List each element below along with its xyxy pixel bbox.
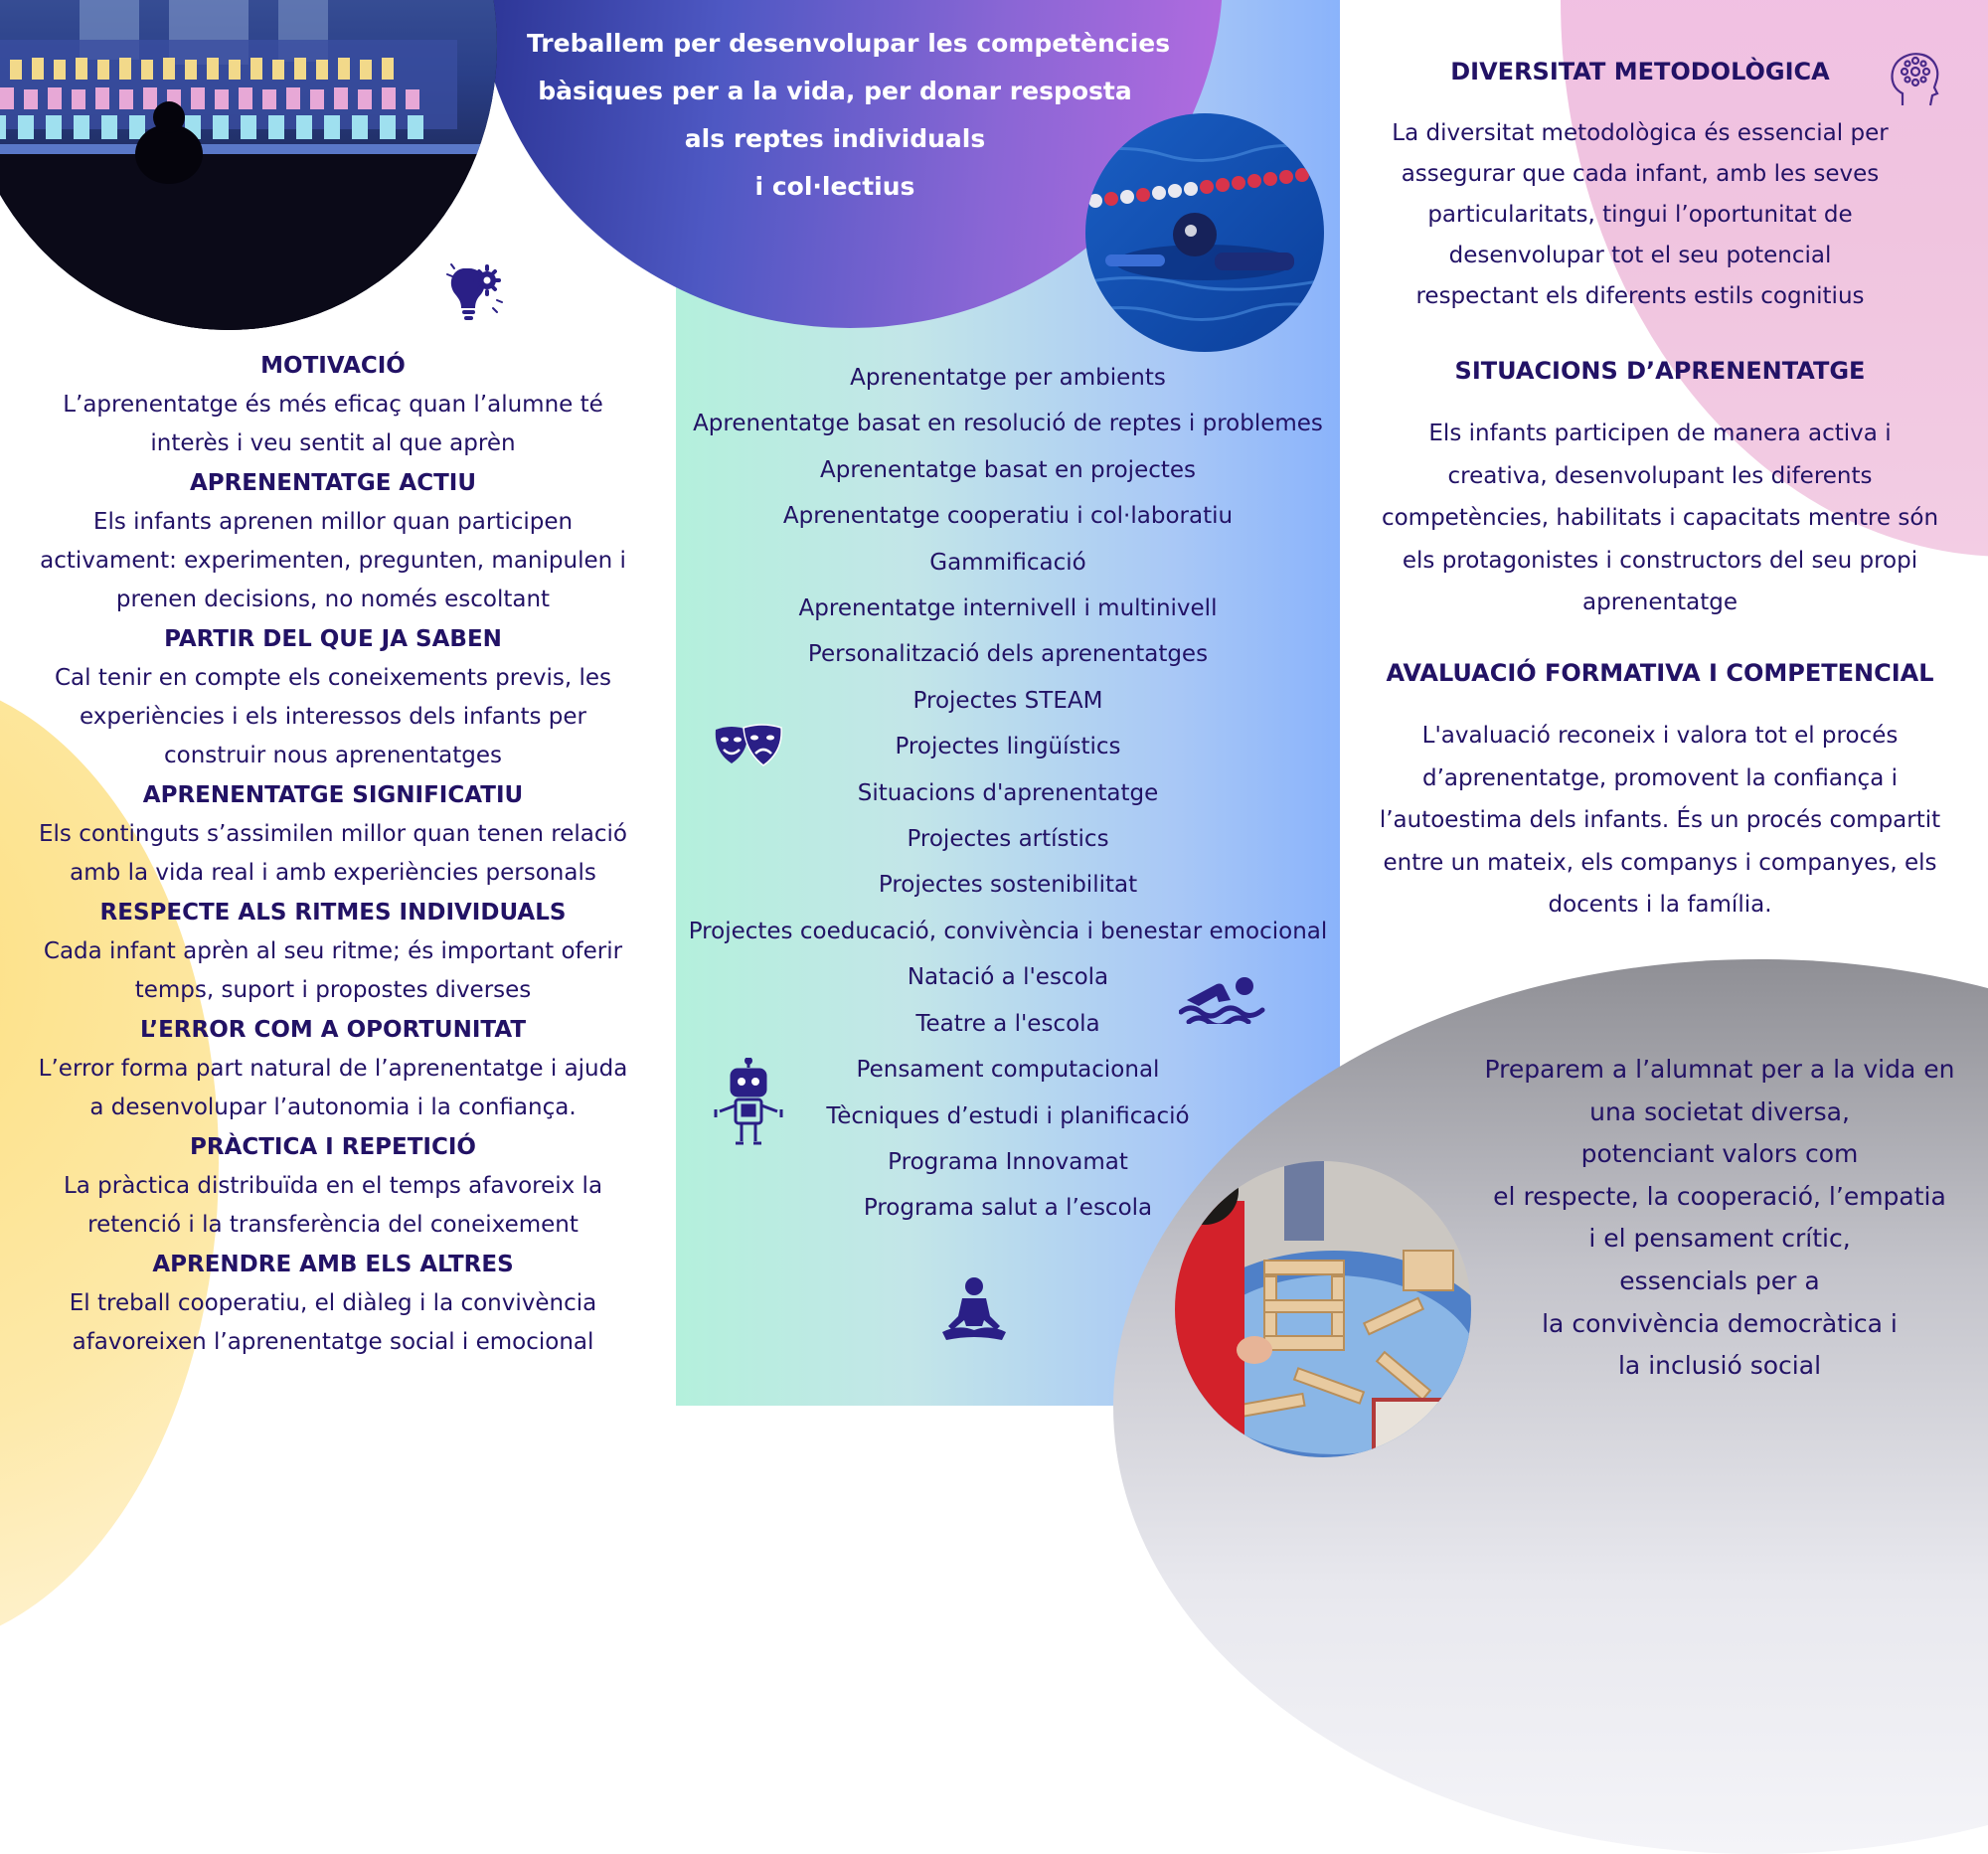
section-title: RESPECTE ALS RITMES INDIVIDUALS	[99, 900, 567, 926]
avaluacio-section	[1362, 653, 1958, 927]
banner-line: Treballem per desenvolupar les competències	[527, 29, 1171, 58]
closing-line: la convivència democràtica i	[1542, 1308, 1898, 1338]
list-item: Projectes lingüístics	[895, 734, 1121, 760]
list-item: Projectes coeducació, convivència i benestar emocional	[688, 918, 1328, 944]
list-item: Teatre a l'escola	[915, 1010, 1100, 1037]
section-title: APRENENTATGE ACTIU	[189, 470, 477, 496]
section-line: La pràctica distribuïda en el temps afavoreix la	[63, 1173, 603, 1199]
section-line: assegurar que cada infant, amb les seves	[1401, 161, 1880, 187]
section-title: APRENENTATGE SIGNIFICATIU	[142, 782, 524, 808]
list-item: Aprenentatge basat en projectes	[819, 456, 1197, 483]
section-line: Els infants participen de manera activa i	[1428, 421, 1892, 446]
section-title: SITUACIONS D’APRENENTATGE	[1454, 357, 1866, 385]
section-title: PARTIR DEL QUE JA SABEN	[164, 626, 502, 652]
closing-line: una societat diversa,	[1589, 1096, 1850, 1126]
section-line: respectant els diferents estils cognitius	[1415, 283, 1865, 309]
list-item: Aprenentatge internivell i multinivell	[798, 595, 1218, 622]
list-item: Personalització dels aprenentatges	[807, 641, 1209, 668]
top-banner-text	[527, 20, 1171, 211]
banner-line: i col·lectius	[754, 172, 915, 201]
closing-line: la inclusió social	[1617, 1351, 1822, 1381]
section-line: El treball cooperatiu, el diàleg i la convivència	[69, 1290, 597, 1316]
closing-statement	[1471, 1049, 1968, 1388]
section-line: particularitats, tingui l’oportunitat de	[1427, 202, 1853, 228]
list-item: Programa Innovamat	[888, 1148, 1128, 1175]
section-line: docents i la família.	[1548, 892, 1772, 918]
list-item: Tècniques d’estudi i planificació	[826, 1102, 1190, 1129]
section-line: d’aprenentatge, promovent la confiança i	[1422, 764, 1898, 791]
section-title: L’ERROR COM A OPORTUNITAT	[139, 1017, 527, 1043]
section-title: APRENDRE AMB ELS ALTRES	[152, 1252, 514, 1277]
list-item: Aprenentatge cooperatiu i col·laboratiu	[782, 503, 1234, 530]
list-item: Aprenentatge per ambients	[850, 365, 1166, 391]
section-line: desenvolupar tot el seu potencial	[1448, 243, 1832, 268]
section-line: prenen decisions, no només escoltant	[115, 587, 551, 612]
closing-line: el respecte, la cooperació, l’empatia	[1493, 1181, 1946, 1211]
section-title: MOTIVACIÓ	[260, 353, 406, 379]
section-line: Els continguts s’assimilen millor quan tenen relació	[38, 821, 627, 847]
list-item: Situacions d'aprenentatge	[857, 779, 1159, 806]
section-title: PRÀCTICA I REPETICIÓ	[190, 1134, 476, 1160]
section-line: temps, suport i propostes diverses	[134, 977, 532, 1003]
list-item: Projectes artístics	[907, 826, 1109, 853]
section-line: L'avaluació reconeix i valora tot el procés	[1421, 723, 1899, 749]
section-line: L’error forma part natural de l’aprenentatge i ajuda	[38, 1056, 628, 1082]
section-line: amb la vida real i amb experiències personals	[70, 860, 596, 886]
section-line: entre un mateix, els companys i companyes, els	[1383, 849, 1937, 876]
banner-line: als reptes individuals	[684, 124, 986, 153]
section-line: l’autoestima dels infants. És un procés compartit	[1379, 807, 1941, 833]
section-line: interès i veu sentit al que aprèn	[150, 430, 516, 456]
list-item: Projectes STEAM	[912, 687, 1103, 714]
list-item: Gammificació	[929, 549, 1086, 576]
left-column	[20, 346, 646, 1362]
methodology-list	[676, 355, 1340, 1232]
section-line: aprenentatge	[1582, 590, 1738, 615]
list-item: Projectes sostenibilitat	[878, 872, 1138, 899]
concert-photo-illustration	[0, 0, 497, 330]
list-item: Programa salut a l’escola	[863, 1195, 1153, 1222]
closing-line: Preparem a l’alumnat per a la vida en	[1484, 1055, 1955, 1084]
closing-line: i el pensament crític,	[1588, 1224, 1851, 1254]
section-line: competències, habilitats i capacitats mentre són	[1381, 505, 1939, 531]
section-title: DIVERSITAT METODOLÒGICA	[1450, 58, 1830, 85]
lightbulb-gear-icon	[445, 260, 505, 326]
section-line: Cal tenir en compte els coneixements previs, les	[55, 665, 611, 691]
section-title: AVALUACIÓ FORMATIVA I COMPETENCIAL	[1386, 659, 1934, 687]
section-line: experiències i els interessos dels infants per	[80, 704, 586, 730]
section-line: Els infants aprenen millor quan participen	[92, 509, 574, 535]
section-line: a desenvolupar l’autonomia i la confiança.	[89, 1095, 577, 1120]
list-item: Natació a l'escola	[907, 964, 1109, 991]
section-line: La diversitat metodològica és essencial per	[1392, 120, 1889, 146]
section-line: activament: experimenten, pregunten, manipulen i	[40, 548, 626, 574]
section-line: creativa, desenvolupant les diferents	[1447, 462, 1873, 489]
concert-photo	[0, 0, 497, 330]
list-item: Pensament computacional	[856, 1057, 1160, 1084]
section-line: afavoreixen l’aprenentatge social i emocional	[72, 1329, 594, 1355]
section-line: Cada infant aprèn al seu ritme; és important oferir	[43, 938, 623, 964]
list-item: Aprenentatge basat en resolució de reptes i problemes	[693, 411, 1323, 437]
closing-line: essencials per a	[1619, 1265, 1820, 1295]
closing-line: potenciant valors com	[1580, 1139, 1859, 1169]
diversitat-section	[1362, 52, 1918, 317]
section-line: construir nous aprenentatges	[164, 743, 502, 768]
section-line: retenció i la transferència del coneixement	[87, 1212, 579, 1238]
banner-line: bàsiques per a la vida, per donar resposta	[538, 77, 1132, 105]
section-line: els protagonistes i constructors del seu propi	[1402, 547, 1918, 574]
situacions-section	[1362, 351, 1958, 624]
section-line: L’aprenentatge és més eficaç quan l’alumne té	[63, 392, 603, 418]
meditation-icon	[938, 1276, 1010, 1346]
